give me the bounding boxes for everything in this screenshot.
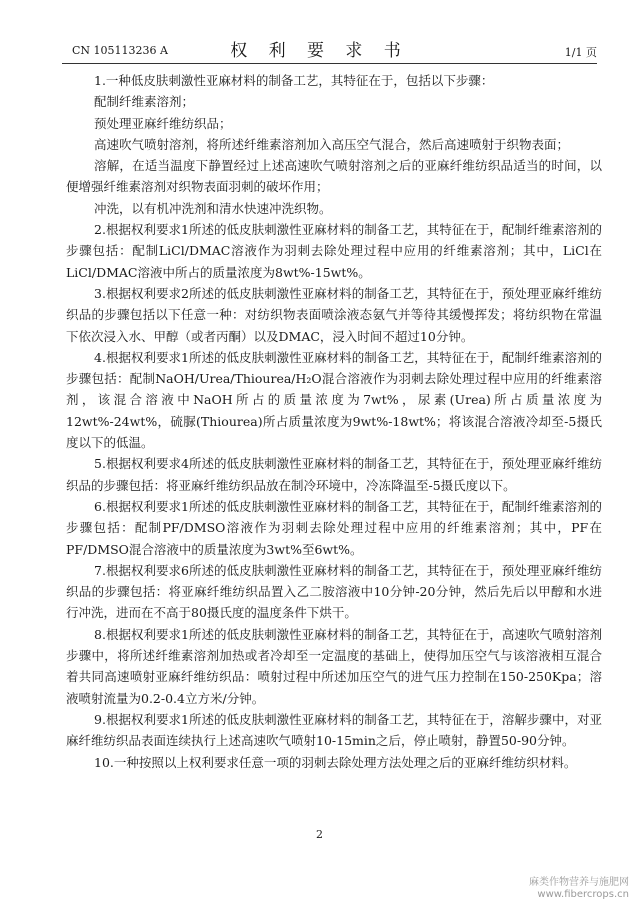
claim-1-step-4: 溶解，在适当温度下静置经过上述高速吹气喷射溶剂之后的亚麻纤维纺织品适当的时间，以便增强纤维素溶剂对织物表面羽刺的破坏作用；	[66, 158, 602, 195]
claim-5: 5.根据权利要求4所述的低皮肤刺激性亚麻材料的制备工艺，其特征在于，预处理亚麻纤维纺织品的步骤包括：将亚麻纤维纺织品放在制冷环境中，冷冻降温至-5摄氏度以下。	[66, 456, 602, 493]
watermark: 麻类作物营养与施肥网 www.fibercrops.cn	[529, 877, 629, 900]
claims-body	[66, 70, 602, 773]
claim-2: 2.根据权利要求1所述的低皮肤刺激性亚麻材料的制备工艺，其特征在于，配制纤维素溶剂的步骤包括：配制LiCl/DMAC溶液作为羽刺去除处理过程中应用的纤维素溶剂；其中，LiCl在LiCl/DMAC溶液中所占的质量浓度为8wt%-15wt%。	[66, 222, 602, 280]
claim-1-step-3: 高速吹气喷射溶剂，将所述纤维素溶剂加入高压空气混合，然后高速喷射于织物表面；	[94, 136, 570, 152]
claim-7: 7.根据权利要求6所述的低皮肤刺激性亚麻材料的制备工艺，其特征在于，预处理亚麻纤维纺织品的步骤包括：将亚麻纤维纺织品置入乙二胺溶液中10分钟-20分钟，然后先后以甲醇和水进行冲洗，进而在不高于80摄氏度的温度条件下烘干。	[66, 562, 602, 621]
claim-1-step-1: 配制纤维素溶剂；	[94, 94, 195, 110]
claim-3: 3.根据权利要求2所述的低皮肤刺激性亚麻材料的制备工艺，其特征在于，预处理亚麻纤维纺织品的步骤包括以下任意一种：对纺织物表面喷涂液态氨气并等待其缓慢挥发；将纺织物在常温下依次浸入水、甲醇（或者丙酮）以及DMAC，浸入时间不超过10分钟。	[66, 285, 602, 344]
claim-1-step-5: 冲洗，以有机冲洗剂和清水快速冲洗织物。	[94, 200, 332, 216]
claim-1: 1.一种低皮肤刺激性亚麻材料的制备工艺，其特征在于，包括以下步骤：	[94, 73, 494, 88]
claim-6: 6.根据权利要求1所述的低皮肤刺激性亚麻材料的制备工艺，其特征在于，配制纤维素溶剂的步骤包括：配制PF/DMSO溶液作为羽刺去除处理过程中应用的纤维素溶剂；其中，PF在PF/DMSO混合溶液中的质量浓度为3wt%至6wt%。	[66, 498, 602, 557]
claim-8: 8.根据权利要求1所述的低皮肤刺激性亚麻材料的制备工艺，其特征在于，高速吹气喷射溶剂步骤中，将所述纤维素溶剂加热或者冷却至一定温度的基础上，使得加压空气与该溶液相互混合着共同高速喷射亚麻纤维纺织品：喷射过程中所述加压空气的进气压力控制在150-250Kpa；溶液喷射流量为0.2-0.4立方米/分钟。	[66, 626, 602, 706]
header-divider	[62, 63, 597, 64]
page-indicator: 1/1 页	[564, 46, 597, 59]
claim-9: 9.根据权利要求1所述的低皮肤刺激性亚麻材料的制备工艺，其特征在于，溶解步骤中，对亚麻纤维纺织品表面连续执行上述高速吹气喷射10-15min之后，停止喷射，静置50-90分钟。	[66, 711, 602, 749]
claim-10: 10.一种按照以上权利要求任意一项的羽刺去除处理方法处理之后的亚麻纤维纺织材料。	[94, 754, 577, 770]
claim-4: 4.根据权利要求1所述的低皮肤刺激性亚麻材料的制备工艺，其特征在于，配制纤维素溶剂的步骤包括：配制NaOH/Urea/Thiourea/H₂O混合溶液作为羽刺去除处理过程中应用的纤维素溶剂，该混合溶液中NaOH所占的质量浓度为7wt%，尿素(Urea)所占质量浓度为12wt%-24wt%，硫脲(Thiourea)所占质量浓度为9wt%-18wt%；将该混合溶液冷却至-5摄氏度以下的低温。	[66, 349, 602, 451]
claim-1-step-2: 预处理亚麻纤维纺织品；	[94, 115, 232, 131]
page-number: 2	[316, 828, 323, 841]
page-title: 权 利 要 求 书	[230, 41, 409, 61]
document-number: CN 105113236 A	[72, 44, 168, 57]
